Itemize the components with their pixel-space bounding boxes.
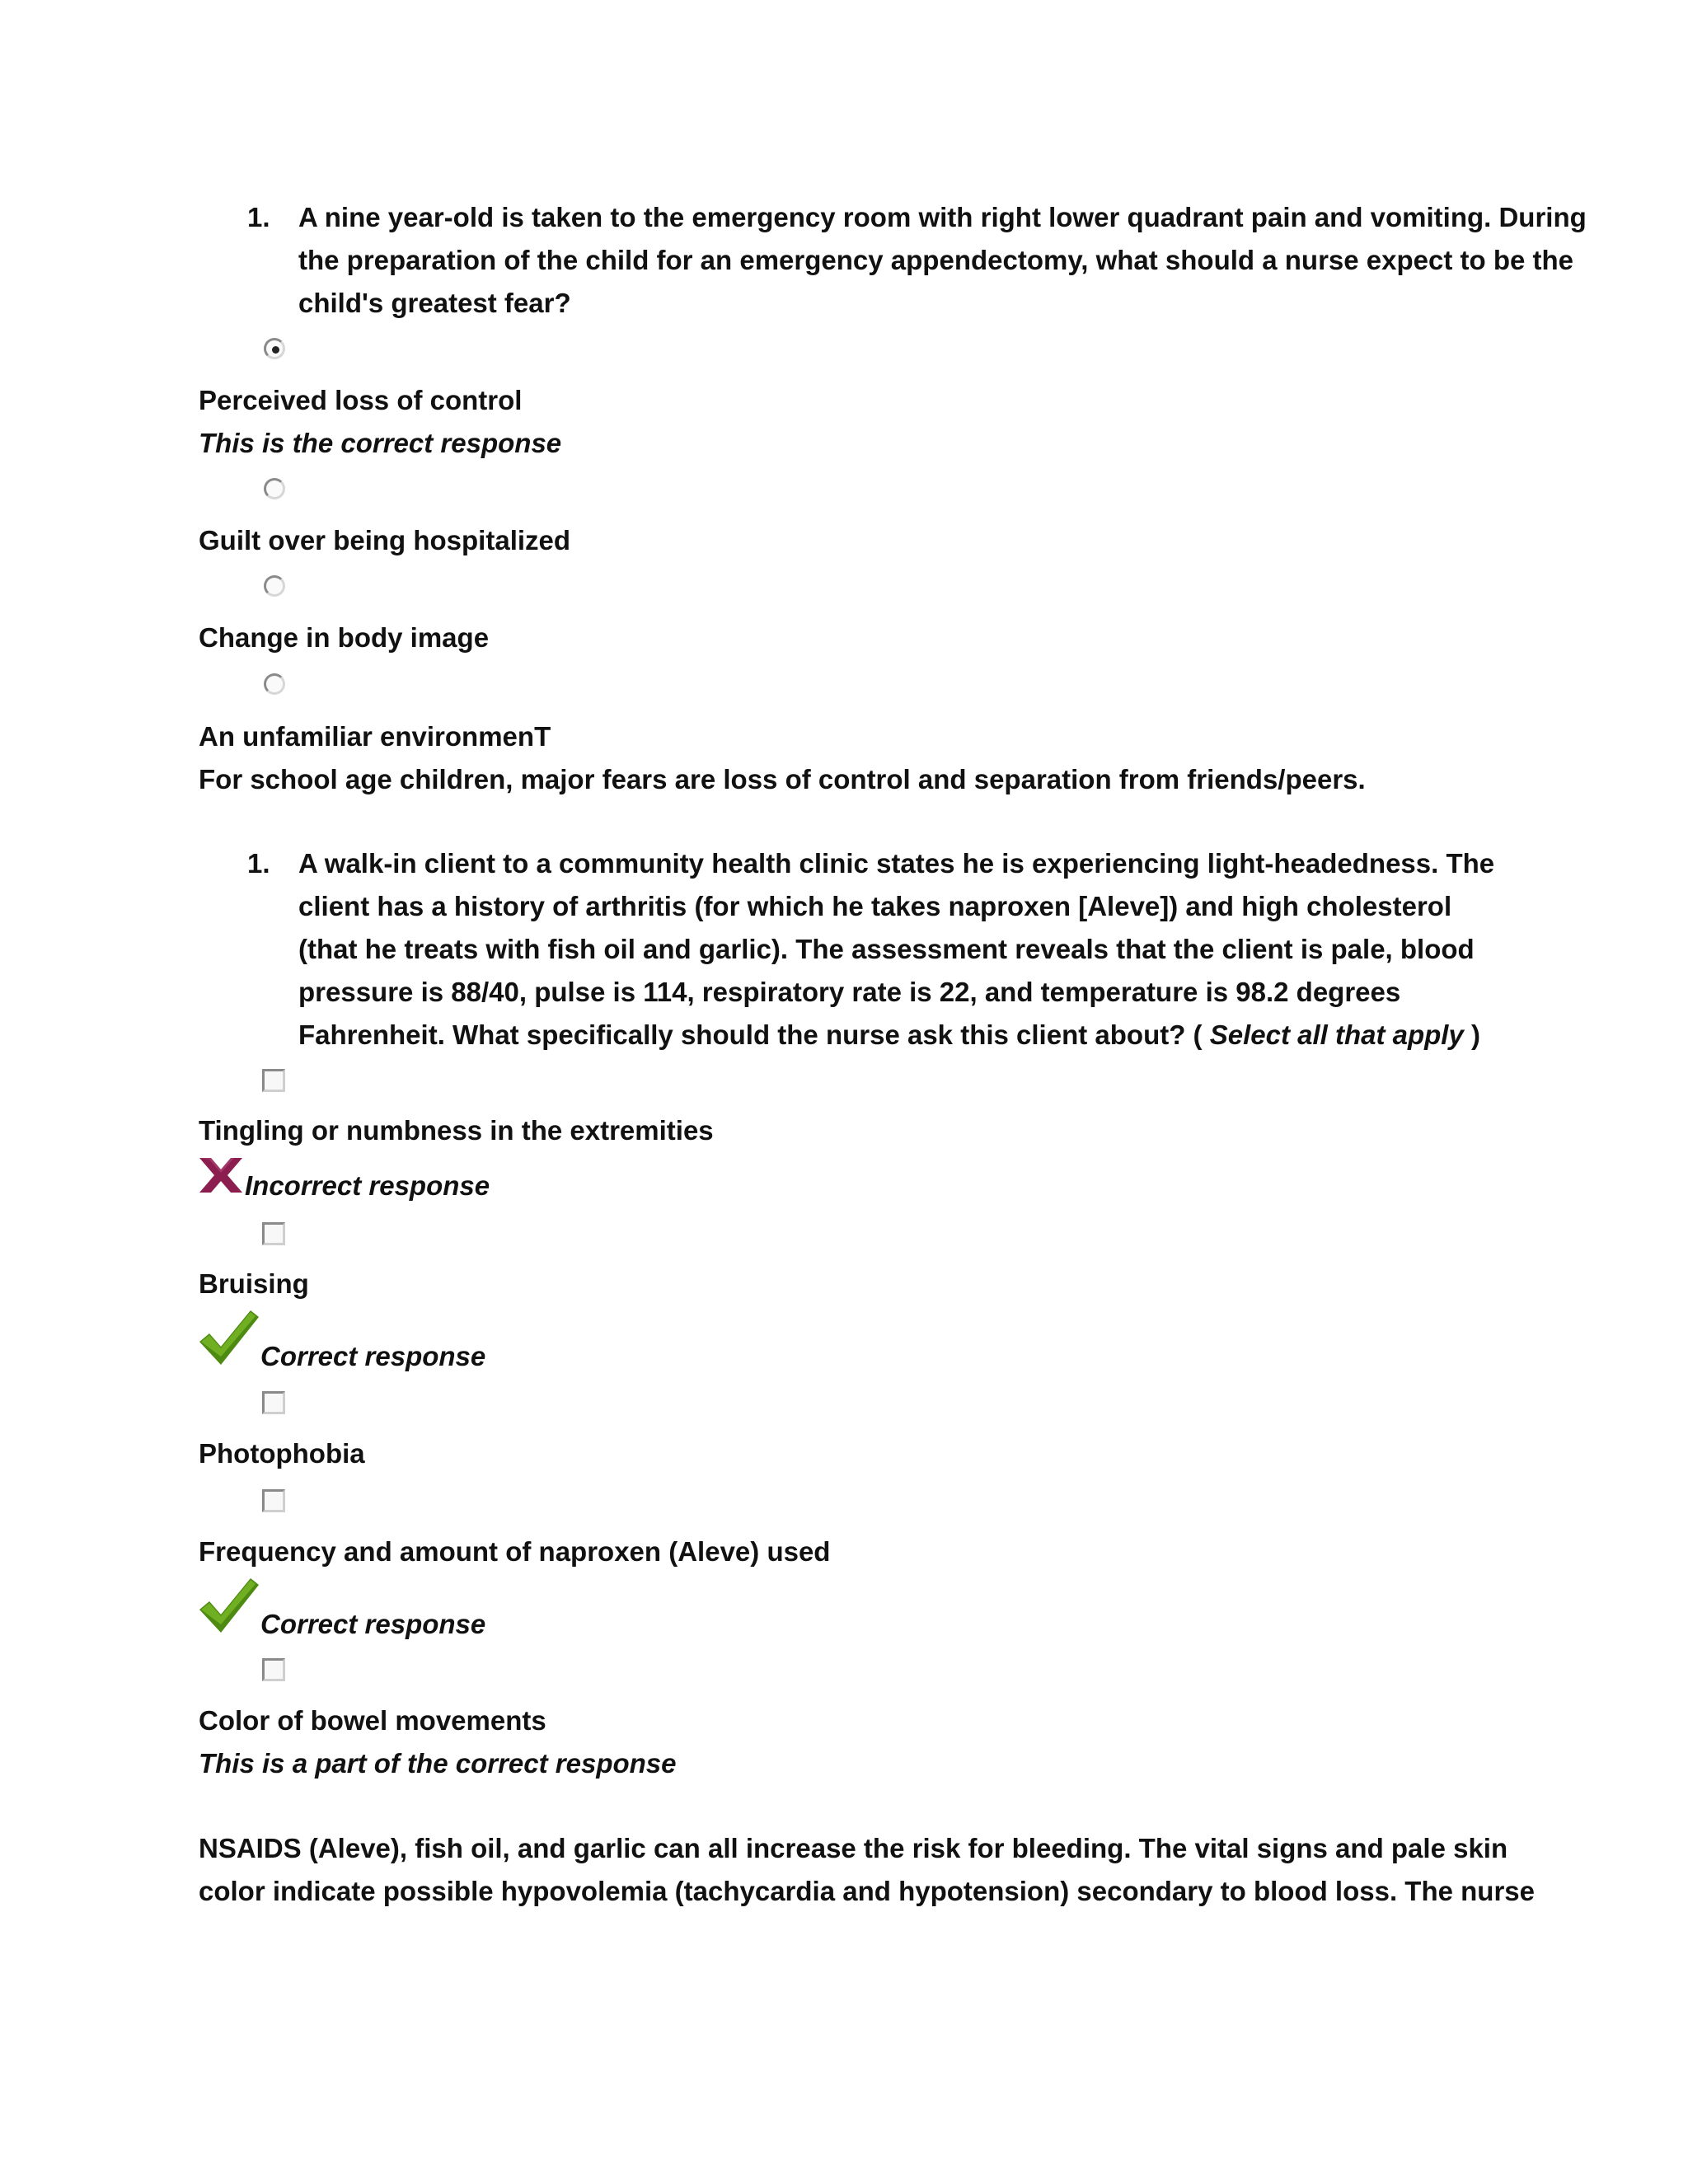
check-icon [198, 1309, 260, 1366]
radio-option-1[interactable] [264, 338, 285, 359]
question-number: 1. [247, 202, 270, 232]
option-label: Change in body image [199, 622, 490, 653]
question-text: A walk-in client to a community health clinic states he is experiencing light-headedness. The client has a history of arthritis (for which he takes naproxen [Aleve]) and high cholesterol (that he treats with fish oil and garlic). The assessment reveals that the client is pale, blood pressure is 88/40, pulse is 114, respiratory rate is 22, and temperature is 98.2 degrees Fahrenheit. What specifically should the nurse ask this client about? [298, 848, 1495, 1050]
rationale: For school age children, major fears are loss of control and separation from friends/peers. [199, 764, 1366, 794]
checkbox-option-1[interactable] [262, 1069, 285, 1092]
x-icon [198, 1156, 244, 1194]
option-feedback: Incorrect response [245, 1170, 490, 1201]
option-feedback: Correct response [260, 1609, 486, 1639]
option-feedback: Correct response [260, 1341, 486, 1371]
option-label: Tingling or numbness in the extremities [199, 1115, 714, 1146]
radio-option-4[interactable] [264, 673, 285, 695]
option-feedback: This is the correct response [199, 428, 562, 458]
option-label: An unfamiliar environmenT [199, 721, 551, 752]
rationale-line: color indicate possible hypovolemia (tachycardia and hypotension) secondary to blood loss. The nurse [199, 1876, 1535, 1906]
radio-option-2[interactable] [264, 478, 285, 499]
option-label: Guilt over being hospitalized [199, 525, 571, 555]
option-feedback: This is a part of the correct response [199, 1748, 677, 1779]
checkbox-option-2[interactable] [262, 1222, 285, 1245]
select-all-close: ) [1463, 1019, 1480, 1050]
option-label: Perceived loss of control [199, 385, 523, 415]
checkbox-option-3[interactable] [262, 1391, 285, 1414]
question-number: 1. [247, 848, 270, 879]
radio-selected-dot [272, 346, 279, 354]
option-label: Frequency and amount of naproxen (Aleve) used [199, 1536, 831, 1567]
select-all-open: ( [1185, 1019, 1210, 1050]
question-text-block [298, 842, 1502, 1057]
select-all-note: Select all that apply [1209, 1019, 1464, 1050]
rationale-line: NSAIDS (Aleve), fish oil, and garlic can all increase the risk for bleeding. The vital signs and pale skin [199, 1833, 1508, 1863]
question-text: A nine year-old is taken to the emergency room with right lower quadrant pain and vomiting. During the preparation of the child for an emergency appendectomy, what should a nurse expect to be the child's greatest fear? [298, 202, 1587, 318]
checkbox-option-4[interactable] [262, 1489, 285, 1512]
check-icon [198, 1577, 260, 1634]
option-label: Bruising [199, 1268, 309, 1299]
radio-option-3[interactable] [264, 575, 285, 597]
option-label: Photophobia [199, 1438, 365, 1469]
checkbox-option-5[interactable] [262, 1658, 285, 1681]
option-label: Color of bowel movements [199, 1705, 546, 1736]
